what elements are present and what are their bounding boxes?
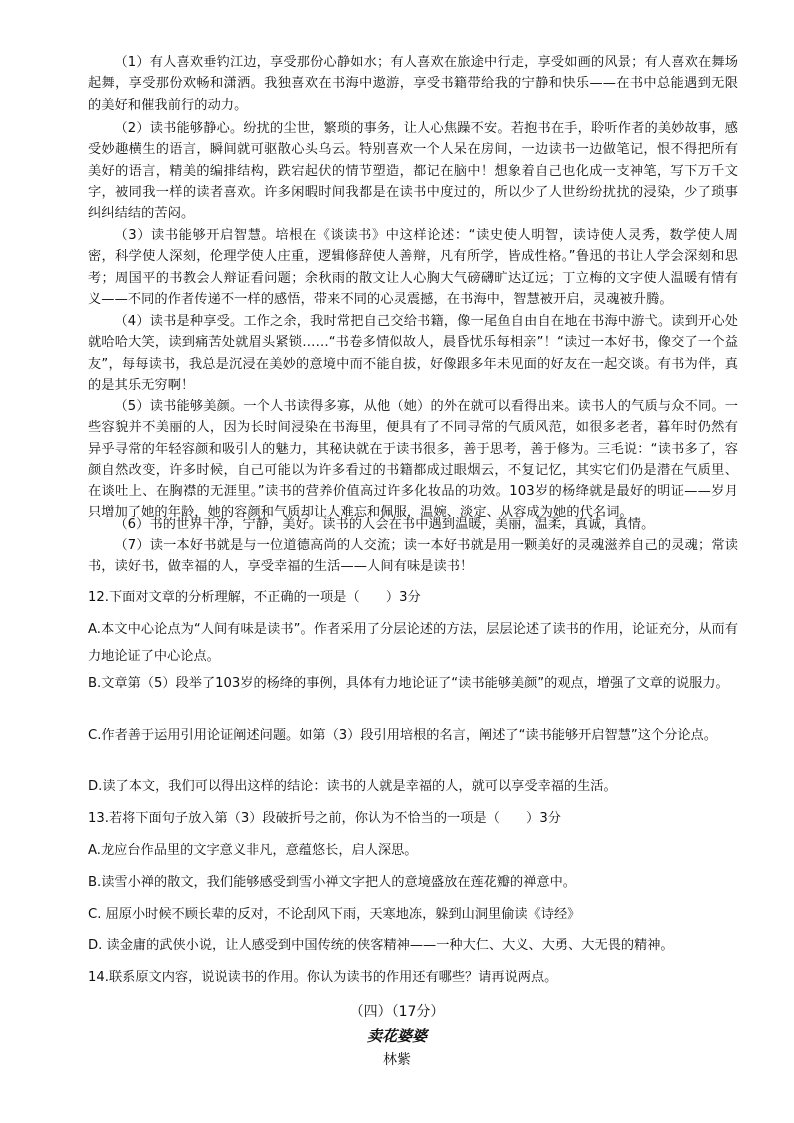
question-12-option-b: B.文章第（5）段举了103岁的杨绛的事例，具体有力地论证了“读书能够美颜”的观点，增强了文章的说服力。 xyxy=(88,676,729,691)
paragraph-1: （1）有人喜欢垂钓江边，享受那份心静如水；有人喜欢在旅途中行走，享受如画的风景；有人喜欢在舞场起舞，享受那份欢畅和潇洒。我独喜欢在书海中遨游，享受书籍带给我的宁静和快乐——在书中总能遇到无限的美好和催我前行的动力。 xyxy=(88,55,738,113)
question-12-option-a: A.本文中心论点为“人间有味是读书”。作者采用了分层论述的方法，层层论述了读书的作用，论证充分，从而有力地论证了中心论点。 xyxy=(88,622,738,664)
section-heading: （四）（17分） xyxy=(349,1004,445,1020)
question-14: 14.联系原文内容，说说读书的作用。你认为读书的作用还有哪些？请再说两点。 xyxy=(88,970,558,985)
paragraph-7: （7）读一本好书就是与一位道德高尚的人交流；读一本好书就是用一颗美好的灵魂滋养自己的灵魂；常读书，读好书，做幸福的人，享受幸福的生活——人间有味是读书！ xyxy=(88,538,738,575)
article-title: 卖花婆婆 xyxy=(366,1027,427,1045)
question-13-option-d: D. 读金庸的武侠小说，让人感受到中国传统的侠客精神——一种大仁、大义、大勇、大无畏的精神。 xyxy=(88,938,674,953)
question-12-option-d: D.读了本文，我们可以得出这样的结论：读书的人就是幸福的人，就可以享受幸福的生活。 xyxy=(88,779,617,794)
paragraph-2: （2）读书能够静心。纷扰的尘世，繁琐的事务，让人心焦躁不安。若抱书在手，聆听作者的美妙故事，感受妙趣横生的语言，瞬间就可驱散心头乌云。特别喜欢一个人呆在房间，一边读书一边做笔记，恨不得把所有美好的语言，精美的编排结构，跌宕起伏的情节塑造，都记在脑中！想象着自己也化成一支神笔，写下万千文字，被同我一样的读者喜欢。许多闲暇时间我都是在读书中度过的，所以少了人世纷纷扰扰的浸染，少了琐事纠纠结结的苦闷。 xyxy=(88,121,738,222)
question-13-option-a: A.龙应台作品里的文字意义非凡，意蕴悠长，启人深思。 xyxy=(88,843,418,858)
question-13-option-b: B.读雪小禅的散文，我们能够感受到雪小禅文字把人的意境盛放在莲花瓣的禅意中。 xyxy=(88,875,576,890)
paragraph-3: （3）读书能够开启智慧。培根在《谈读书》中这样论述：“读史使人明智，读诗使人灵秀，数学使人周密，科学使人深刻，伦理学使人庄重，逻辑修辞使人善辩，凡有所学，皆成性格。”鲁迅的书让人学会深刻和思考；周国平的书教会人辩证看问题；余秋雨的散文让人心胸大气磅礴旷达辽远；丁立梅的文字使人温暖有情有义——不同的作者传递不一样的感悟，带来不同的心灵震撼，在书海中，智慧被开启，灵魂被升腾。 xyxy=(88,228,738,307)
question-13: 13.若将下面句子放入第（3）段破折号之前，你认为不恰当的一项是（ ）3分 xyxy=(88,811,561,826)
paragraph-5: （5）读书能够美颜。一个人书读得多寡，从他（她）的外在就可以看得出来。读书人的气质与众不同。一些容貌并不美丽的人，因为长时间浸染在书海里，便具有了不同寻常的气质风范，如很多老者，暮年时仍然有异乎寻常的年轻容颜和吸引人的魅力，其秘诀就在于读书很多，善于思考，善于修为。三毛说：“读书多了，容颜自然改变，许多时候，自己可能以为许多看过的书籍都成过眼烟云，不复记忆，其实它们仍是潜在气质里、在谈吐上、在胸襟的无涯里。”读书的营养价值高过许多化妆品的功效。103岁的杨绛就是最好的明证——岁月只增加了她的年龄，她的容颜和气质却让人难忘和佩服，温婉、淡定、从容成为她的代名词。 xyxy=(88,399,738,521)
paragraph-6: （6）书的世界干净，宁静，美好。读书的人会在书中遇到温暖，美丽，温柔，真诚，真情。 xyxy=(114,517,655,532)
question-12: 12.下面对文章的分析理解，不正确的一项是（ ）3分 xyxy=(88,590,421,605)
paragraph-4: （4）读书是种享受。工作之余，我时常把自己交给书籍，像一尾鱼自由自在地在书海中游弋。读到开心处就哈哈大笑，读到痛苦处就眉头紧锁……“书卷多情似故人，晨昏忧乐每相亲”！“读过一本好书，像交了一个益友”，每每读书，我总是沉浸在美妙的意境中而不能自拔，好像跟多年未见面的好友在一起交谈。有书为伴，真的是其乐无穷啊！ xyxy=(88,314,738,393)
question-13-option-c: C. 屈原小时候不顾长辈的反对，不论刮风下雨，天寒地冻，躲到山洞里偷读《诗经》 xyxy=(88,907,581,922)
question-12-option-c: C.作者善于运用引用论证阐述问题。如第（3）段引用培根的名言，阐述了“读书能够开启智慧”这个分论点。 xyxy=(88,728,717,743)
article-author: 林紫 xyxy=(383,1052,411,1068)
